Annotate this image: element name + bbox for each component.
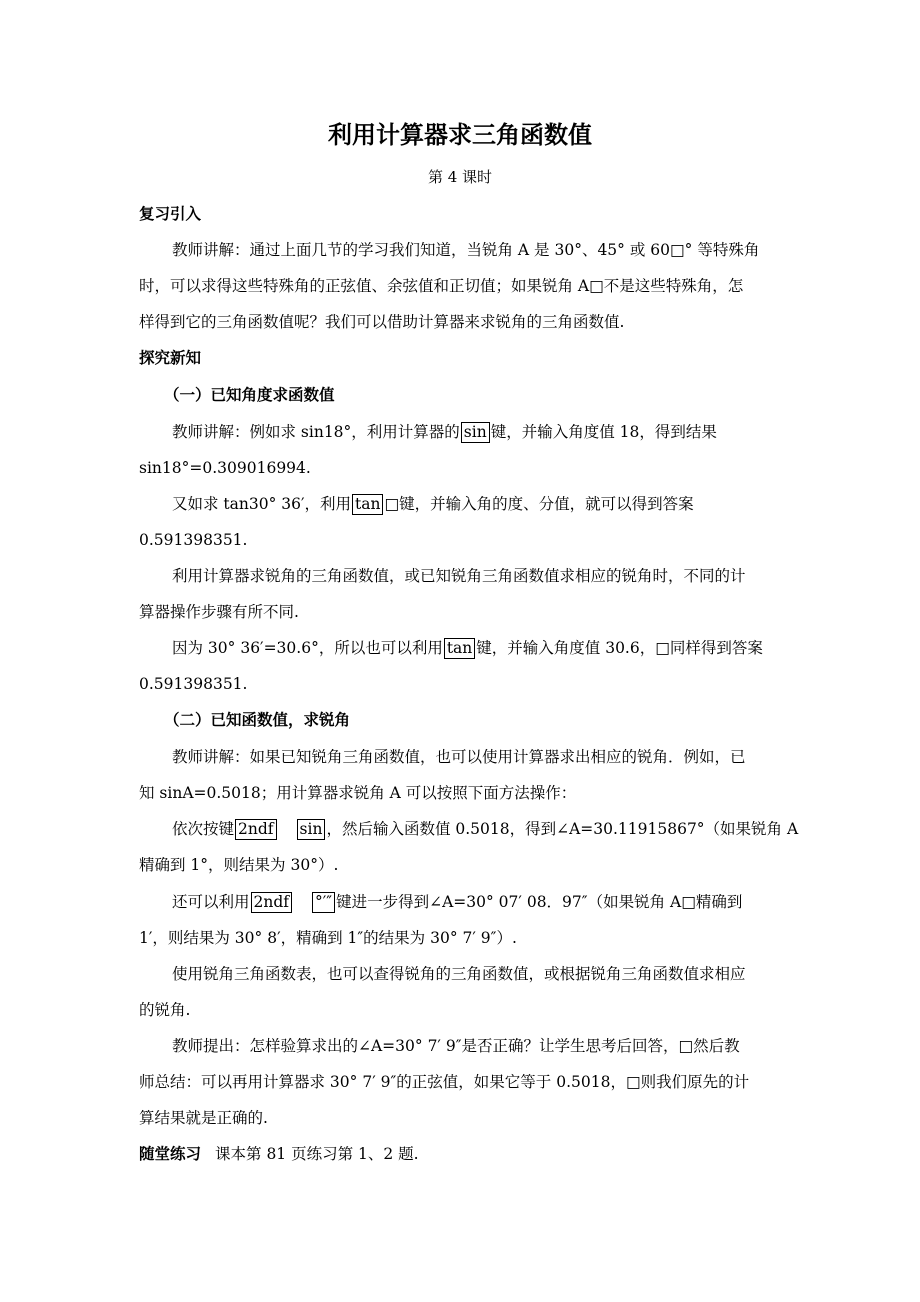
degree-minute-second-key: °′″ [312, 892, 335, 913]
text-segment: 又如求 tan30° 36′，利用 [172, 495, 352, 513]
part1-para4-line1 [172, 636, 763, 660]
part1-para3-line2: 算器操作步骤有所不同. [139, 603, 299, 621]
practice-heading: 随堂练习 [139, 1145, 202, 1163]
text-segment: ，然后输入函数值 0.5018，得到∠A=30.11915867°（如果锐角 A [326, 820, 799, 838]
part1-para1-line1 [172, 420, 717, 444]
review-line-2: 时，可以求得这些特殊角的正弦值、余弦值和正切值；如果锐角 A□不是这些特殊角，怎 [139, 277, 744, 295]
tan-key: tan [352, 494, 383, 515]
page-title: 利用计算器求三角函数值 [328, 121, 592, 149]
practice-line [139, 1142, 419, 1166]
part1-para1-line2: sin18°=0.309016994. [139, 459, 311, 477]
part1-heading: （一）已知角度求函数值 [164, 386, 335, 404]
part2-heading: （二）已知函数值，求锐角 [164, 711, 351, 729]
text-segment: 键进一步得到∠A=30° 07′ 08．97″（如果锐角 A□精确到 [336, 893, 743, 911]
second-function-key: 2ndf [251, 892, 293, 913]
part1-para2-line2: 0.591398351. [139, 531, 248, 549]
text-segment: 键，并输入角度值 30.6，□同样得到答案 [476, 639, 763, 657]
review-line-3: 样得到它的三角函数值呢？我们可以借助计算器来求锐角的三角函数值. [139, 313, 625, 331]
part2-para5-line1: 教师提出：怎样验算求出的∠A=30° 7′ 9″是否正确？让学生思考后回答，□然后教 [172, 1037, 740, 1055]
part1-para4-line2: 0.591398351. [139, 675, 248, 693]
lesson-number: 第 4 课时 [427, 168, 493, 186]
part2-para3-line1 [172, 890, 742, 914]
sin-key: sin [461, 422, 490, 443]
part2-para1-line2: 知 sinA=0.5018；用计算器求锐角 A 可以按照下面方法操作： [139, 784, 577, 802]
part2-para3-line2: 1′，则结果为 30° 8′，精确到 1″的结果为 30° 7′ 9″）. [139, 929, 517, 947]
part1-para2-line1 [172, 492, 694, 516]
part2-para4-line1: 使用锐角三角函数表，也可以查得锐角的三角函数值，或根据锐角三角函数值求相应 [172, 965, 746, 983]
review-line-1: 教师讲解：通过上面几节的学习我们知道，当锐角 A 是 30°、45° 或 60□° 等特殊角 [172, 241, 760, 259]
sin-key: sin [297, 819, 326, 840]
second-function-key: 2ndf [235, 819, 277, 840]
part2-para5-line2: 师总结：可以再用计算器求 30° 7′ 9″的正弦值，如果它等于 0.5018，□则我们原先的计 [139, 1073, 750, 1091]
part2-para5-line3: 算结果就是正确的. [139, 1109, 268, 1127]
text-segment: □键，并输入角的度、分值，就可以得到答案 [384, 495, 694, 513]
part2-para4-line2: 的锐角. [139, 1001, 191, 1019]
text-segment: 依次按键 [172, 820, 235, 838]
part2-para2-line2: 精确到 1°，则结果为 30°）. [139, 856, 339, 874]
tan-key: tan [444, 638, 475, 659]
part1-para3-line1: 利用计算器求锐角的三角函数值，或已知锐角三角函数值求相应的锐角时，不同的计 [172, 567, 746, 585]
explore-heading: 探究新知 [139, 349, 202, 367]
text-segment: 教师讲解：例如求 sin18°，利用计算器的 [172, 423, 460, 441]
part2-para1-line1: 教师讲解：如果已知锐角三角函数值，也可以使用计算器求出相应的锐角．例如，已 [172, 748, 746, 766]
part2-para2-line1 [172, 817, 798, 841]
text-segment: 因为 30° 36′=30.6°，所以也可以利用 [172, 639, 443, 657]
text-segment: 还可以利用 [172, 893, 250, 911]
review-heading: 复习引入 [139, 205, 202, 223]
practice-text: 课本第 81 页练习第 1、2 题. [215, 1145, 419, 1163]
text-segment: 键，并输入角度值 18，得到结果 [490, 423, 717, 441]
